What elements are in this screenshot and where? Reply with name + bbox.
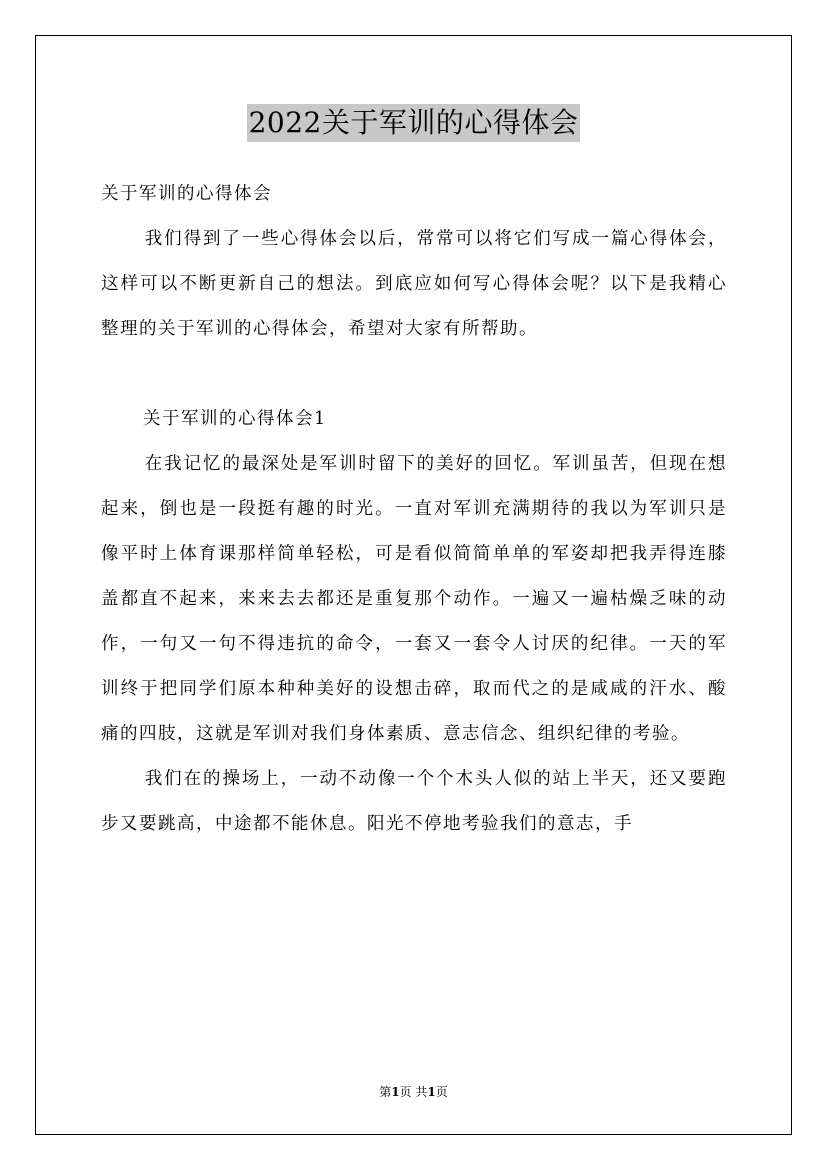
body-paragraph-2: 我们在的操场上，一动不动像一个个木头人似的站上半天，还又要跑步又要跳高，中途都不能休息。阳光不停地考验我们的意志，手	[101, 769, 727, 834]
page-footer	[0, 1084, 827, 1100]
body-paragraph-1: 在我记忆的最深处是军训时留下的美好的回忆。军训虽苦，但现在想起来，倒也是一段挺有趣的时光。一直对军训充满期待的我以为军训只是像平时上体育课那样简单轻松，可是看似简简单单的军姿却把我弄得连膝盖都直不起来，来来去去都还是重复那个动作。一遍又一遍枯燥乏味的动作，一句又一句不得违抗的命令，一套又一套令人讨厌的纪律。一天的军训终于把同学们原本种种美好的设想击碎，取而代之的是咸咸的汗水、酸痛的四肢，这就是军训对我们身体素质、意志信念、组织纪律的考验。	[101, 454, 727, 744]
document-body	[101, 172, 727, 847]
footer-suffix: 页	[435, 1085, 448, 1099]
intro-paragraph: 我们得到了一些心得体会以后，常常可以将它们写成一篇心得体会，这样可以不断更新自己的想法。到底应如何写心得体会呢？以下是我精心整理的关于军训的心得体会，希望对大家有所帮助。	[101, 229, 727, 339]
footer-current-page: 1	[391, 1085, 400, 1099]
section-title: 关于军训的心得体会1	[143, 409, 327, 429]
document-subtitle: 关于军训的心得体会	[101, 184, 272, 204]
document-title-container	[0, 104, 827, 142]
footer-total-pages: 1	[427, 1085, 436, 1099]
paragraph-spacer	[101, 352, 727, 397]
footer-mid: 页 共	[399, 1085, 428, 1099]
footer-prefix: 第	[379, 1085, 392, 1099]
document-title: 2022关于军训的心得体会	[247, 104, 581, 142]
